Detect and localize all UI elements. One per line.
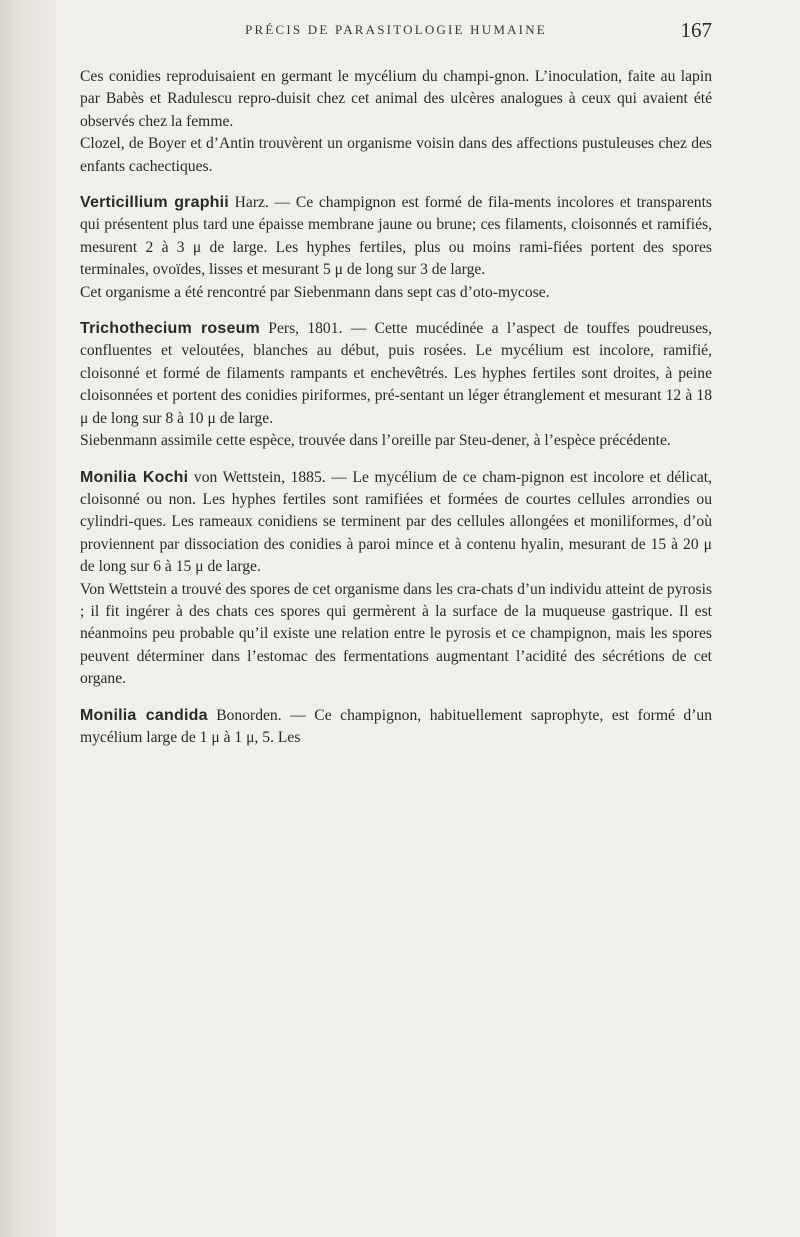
section-monilia-kochi — [80, 467, 712, 691]
running-title: PRÉCIS DE PARASITOLOGIE HUMAINE — [245, 22, 547, 37]
entry-text: Harz. — Ce champignon est formé de fila-ments incolores et transparents qui présentent plus tard une épaisse membrane jaune ou brune; ces filaments, cloisonnés et ramifiés, mesurent 2 à 3 μ de large. Les hyphes fertiles, plus ou moins rami-fiées portent des spores terminales, ovoïdes, lisses et mesurant 5 μ de long sur 3 de large. — [80, 194, 713, 279]
section-intro — [80, 66, 712, 178]
paragraph: Von Wettstein a trouvé des spores de cet organisme dans les cra-chats d’un individu atteint de pyrosis ; il fit ingérer à des chats ces spores qui germèrent à la surface de la muqueuse gastrique. Il est néanmoins peu probable qu’il existe une relation entre le pyrosis et ce champignon, mais les spores peuvent déterminer dans l’estomac des fermentations augmentant l’acidité des sécrétions de cet organe. — [80, 580, 712, 688]
entry-heading: Monilia candida — [80, 706, 208, 724]
entry-heading: Verticillium graphii — [80, 194, 229, 212]
entry-paragraph — [80, 318, 712, 430]
entry-text: Bonorden. — Ce champignon, habituellement saprophyte, est formé d’un mycélium large de 1 μ à 1 μ, 5. Les — [80, 706, 712, 746]
entry-heading: Trichothecium roseum — [80, 320, 260, 338]
section-trichothecium — [80, 318, 712, 452]
paragraph: Ces conidies reproduisaient en germant le mycélium du champi-gnon. L’inoculation, faite au lapin par Babès et Radulescu repro-duisit chez cet animal des ulcères analogues à ceux qui avaient été observés chez la femme. — [80, 68, 712, 130]
paragraph: Cet organisme a été rencontré par Siebenmann dans sept cas d’oto-mycose. — [80, 283, 550, 301]
paragraph: Siebenmann assimile cette espèce, trouvée dans l’oreille par Steu-dener, à l’espèce précédente. — [80, 432, 671, 450]
entry-text: von Wettstein, 1885. — Le mycélium de ce cham-pignon est incolore et délicat, cloisonné ou non. Les hyphes fertiles sont ramifiées et formées de courtes cellules arrondies ou cylindri-ques. Les rameaux conidiens se terminent par des cellules allongées et moniliformes, d’où proviennent par dissociation des conidies à paroi mince et à contenu hyalin, mesurant de 15 à 20 μ de long sur 6 à 15 μ de large. — [80, 468, 712, 576]
entry-paragraph — [80, 192, 712, 282]
page-number: 167 — [680, 18, 712, 42]
paragraph: Clozel, de Boyer et d’Antin trouvèrent un organisme voisin dans des affections pustuleuses chez des enfants cachectiques. — [80, 135, 712, 175]
running-head — [80, 18, 712, 48]
binding-shadow — [0, 0, 62, 1237]
entry-heading: Monilia Kochi — [80, 468, 189, 486]
section-monilia-candida — [80, 705, 712, 750]
section-verticillium — [80, 192, 712, 304]
entry-paragraph — [80, 705, 712, 750]
entry-paragraph — [80, 467, 712, 579]
book-page — [80, 18, 712, 763]
entry-text: Pers, 1801. — Cette mucédinée a l’aspect de touffes poudreuses, confluentes et veloutées, blanches au début, puis rosées. Le mycélium est incolore, ramifié, cloisonné et formé de filaments rampants et enchevêtrés. Les hyphes fertiles sont droites, à peine cloisonnées et portent des conidies piriformes, pré-sentant un léger étranglement et mesurant 12 à 18 μ de long sur 8 à 10 μ de large. — [80, 320, 712, 427]
